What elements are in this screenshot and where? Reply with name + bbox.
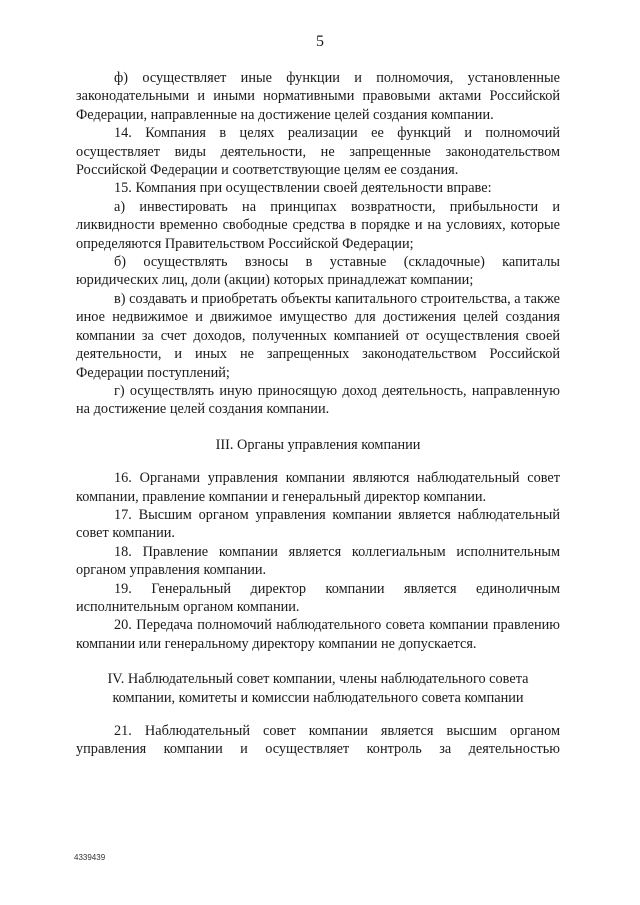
document-body <box>76 69 560 759</box>
paragraph-14: 14. Компания в целях реализации ее функций и полномочий осуществляет виды деятельности, не запрещенные законодательством Российской Федерации и соответствующие целям ее создания. <box>76 125 560 179</box>
paragraph-20: 20. Передача полномочий наблюдательного совета компании правлению компании или генеральному директору компании не допускается. <box>76 617 560 652</box>
document-code: 4339439 <box>74 853 106 862</box>
paragraph-15: 15. Компания при осуществлении своей деятельности вправе: <box>114 180 492 197</box>
paragraph-21: 21. Наблюдательный совет компании является высшим органом управления компании и осуществляет контроль за деятельностью <box>76 723 560 758</box>
paragraph-17: 17. Высшим органом управления компании является наблюдательный совет компании. <box>76 506 560 542</box>
paragraph-15a: а) инвестировать на принципах возвратности, прибыльности и ликвидности временно свободные средства в порядке и на условиях, которые определяются Правительством Российской Федерации; <box>76 198 560 252</box>
section-heading-iv-line1: IV. Наблюдательный совет компании, члены наблюдательного совета <box>107 671 529 688</box>
paragraph-f: ф) осуществляет иные функции и полномочия, установленные законодательными и иными нормативными правовыми актами Российской Федерации, направленные на достижение целей создания компании. <box>76 70 560 123</box>
paragraph-15v: в) создавать и приобретать объекты капитального строительства, а также иное недвижимое и движимое имущество для достижения целей создания компании за счет доходов, полученных компанией от осуществления своей деятельности, и иных не запрещенных законодательством Российской Федерации поступлений; <box>76 290 560 381</box>
paragraph-16: 16. Органами управления компании являются наблюдательный совет компании, правление компании и генеральный директор компании. <box>76 470 560 505</box>
page-number: 5 <box>316 33 324 50</box>
paragraph-15g: г) осуществлять иную приносящую доход деятельность, направленную на достижение целей создания компании. <box>76 382 560 418</box>
paragraph-18: 18. Правление компании является коллегиальным исполнительным органом управления компании. <box>76 543 560 579</box>
section-heading-iv-line2: компании, комитеты и комиссии наблюдательного совета компании <box>112 689 524 706</box>
paragraph-19: 19. Генеральный директор компании является единоличным исполнительным органом компании. <box>76 580 560 615</box>
paragraph-15b: б) осуществлять взносы в уставные (складочные) капиталы юридических лиц, доли (акции) которых принадлежат компании; <box>76 254 560 289</box>
section-heading-iii: III. Органы управления компании <box>215 436 421 453</box>
